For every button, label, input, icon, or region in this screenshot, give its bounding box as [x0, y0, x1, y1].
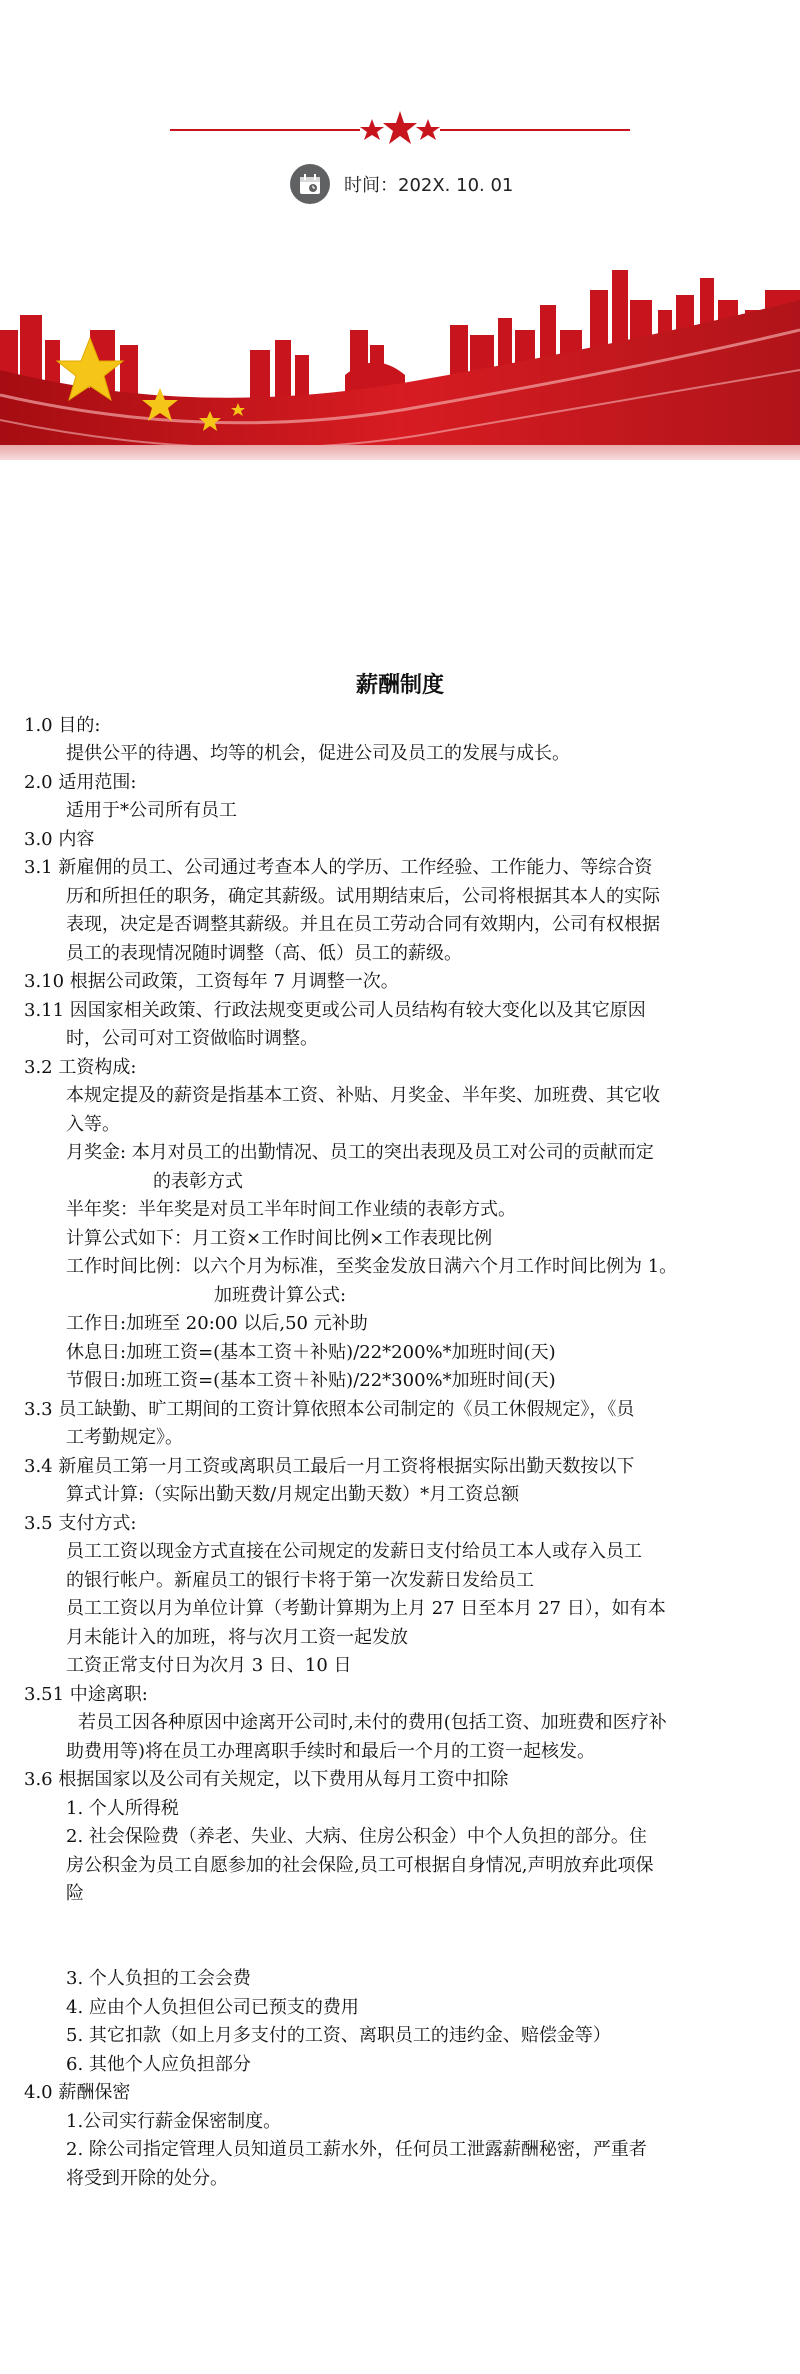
- list-item: 3. 个人负担的工会会费: [66, 1968, 251, 1989]
- list-item: 4. 应由个人负担但公司已预支的费用: [66, 1997, 359, 2018]
- paragraph-line: 工作时间比例：以六个月为标准，至奖金发放日满六个月工作时间比例为 1。: [66, 1256, 678, 1277]
- list-item: 5. 其它扣款（如上月多支付的工资、离职员工的违约金、赔偿金等）: [66, 2025, 611, 2046]
- list-item: 1. 个人所得税: [66, 1798, 179, 1819]
- document-title: 薪酬制度: [355, 673, 444, 698]
- list-item: 1.公司实行薪金保密制度。: [66, 2111, 282, 2132]
- star-icon: [383, 111, 417, 144]
- section-heading: 1.0 目的:: [24, 715, 101, 736]
- paragraph-line: 时，公司可对工资做临时调整。: [66, 1028, 318, 1049]
- paragraph-line: 险: [66, 1883, 84, 1904]
- paragraph-line: 工资正常支付日为次月 3 日、10 日: [66, 1655, 352, 1676]
- section-heading: 3.2 工资构成:: [24, 1057, 137, 1078]
- paragraph-line: 半年奖：半年奖是对员工半年时间工作业绩的表彰方式。: [66, 1199, 516, 1220]
- paragraph-line: 本规定提及的薪资是指基本工资、补贴、月奖金、半年奖、加班费、其它收: [66, 1085, 660, 1106]
- paragraph-line: 3.3 员工缺勤、旷工期间的工资计算依照本公司制定的《员工休假规定》，《员: [24, 1399, 635, 1420]
- section-heading: 3.0 内容: [24, 829, 95, 850]
- paragraph-line: 3.4 新雇员工第一月工资或离职员工最后一月工资将根据实际出勤天数按以下: [24, 1456, 635, 1477]
- section-heading: 3.6 根据国家以及公司有关规定，以下费用从每月工资中扣除: [24, 1769, 509, 1790]
- paragraph-line: 加班费计算公式:: [214, 1285, 347, 1306]
- paragraph-line: 3.1 新雇佣的员工、公司通过考查本人的学历、工作经验、工作能力、等综合资: [24, 857, 653, 878]
- paragraph-line: 月未能计入的加班，将与次月工资一起发放: [66, 1627, 408, 1648]
- paragraph-line: 助费用等)将在员工办理离职手续时和最后一个月的工资一起核发。: [66, 1741, 596, 1762]
- paragraph-line: 房公积金为员工自愿参加的社会保险,员工可根据自身情况,声明放弃此项保: [66, 1855, 654, 1876]
- fade-strip: [0, 445, 800, 460]
- paragraph-line: 提供公平的待遇、均等的机会，促进公司及员工的发展与成长。: [66, 743, 570, 764]
- paragraph-line: 3.11 因国家相关政策、行政法规变更或公司人员结构有较大变化以及其它原因: [24, 1000, 646, 1021]
- paragraph-line: 员工工资以现金方式直接在公司规定的发薪日支付给员工本人或存入员工: [66, 1541, 642, 1562]
- paragraph-line: 的银行帐户。新雇员工的银行卡将于第一次发薪日发给员工: [66, 1570, 534, 1591]
- paragraph-line: 休息日:加班工资=(基本工资＋补贴)/22*200%*加班时间(天): [66, 1342, 556, 1363]
- star-icon: [416, 119, 440, 140]
- list-item: 2. 除公司指定管理人员知道员工薪水外，任何员工泄露薪酬秘密，严重者: [66, 2139, 647, 2160]
- calendar-icon: [290, 164, 330, 204]
- paragraph-line: 若员工因各种原因中途离开公司时,未付的费用(包括工资、加班费和医疗补: [78, 1712, 667, 1733]
- paragraph-line: 历和所担任的职务，确定其薪级。试用期结束后，公司将根据其本人的实际: [66, 886, 660, 907]
- date-text: 时间：202X. 10. 01: [344, 175, 514, 196]
- section-heading: 4.0 薪酬保密: [24, 2082, 131, 2103]
- header-decoration: [0, 0, 800, 460]
- header-banner: [0, 0, 800, 460]
- paragraph-line: 适用于*公司所有员工: [66, 800, 237, 821]
- paragraph-line: 3.10 根据公司政策，工资每年 7 月调整一次。: [24, 971, 399, 992]
- paragraph-line: 表现，决定是否调整其薪级。并且在员工劳动合同有效期内，公司有权根据: [66, 914, 660, 935]
- section-heading: 3.5 支付方式:: [24, 1513, 137, 1534]
- paragraph-line: 员工的表现情况随时调整（高、低）员工的薪级。: [66, 943, 462, 964]
- paragraph-line: 工考勤规定》。: [66, 1427, 183, 1448]
- paragraph-line: 计算公式如下：月工资×工作时间比例×工作表现比例: [66, 1228, 493, 1249]
- paragraph-line: 的表彰方式: [153, 1171, 243, 1192]
- paragraph-line: 入等。: [66, 1114, 120, 1135]
- time-row: [290, 162, 513, 206]
- paragraph-line: 工作日:加班至 20:00 以后,50 元补助: [66, 1313, 368, 1334]
- list-item: 6. 其他个人应负担部分: [66, 2054, 251, 2075]
- paragraph-line: 员工工资以月为单位计算（考勤计算期为上月 27 日至本月 27 日），如有本: [66, 1598, 666, 1619]
- paragraph-line: 月奖金: 本月对员工的出勤情况、员工的突出表现及员工对公司的贡献而定: [66, 1142, 654, 1163]
- list-item: 2. 社会保险费（养老、失业、大病、住房公积金）中个人负担的部分。住: [66, 1826, 647, 1847]
- paragraph-line: 算式计算:（实际出勤天数/月规定出勤天数）*月工资总额: [66, 1484, 520, 1505]
- paragraph-line: 节假日:加班工资=(基本工资＋补贴)/22*300%*加班时间(天): [66, 1370, 556, 1391]
- section-heading: 3.51 中途离职:: [24, 1684, 148, 1705]
- section-heading: 2.0 适用范围:: [24, 772, 137, 793]
- paragraph-line: 将受到开除的处分。: [66, 2168, 228, 2189]
- star-icon: [360, 119, 384, 140]
